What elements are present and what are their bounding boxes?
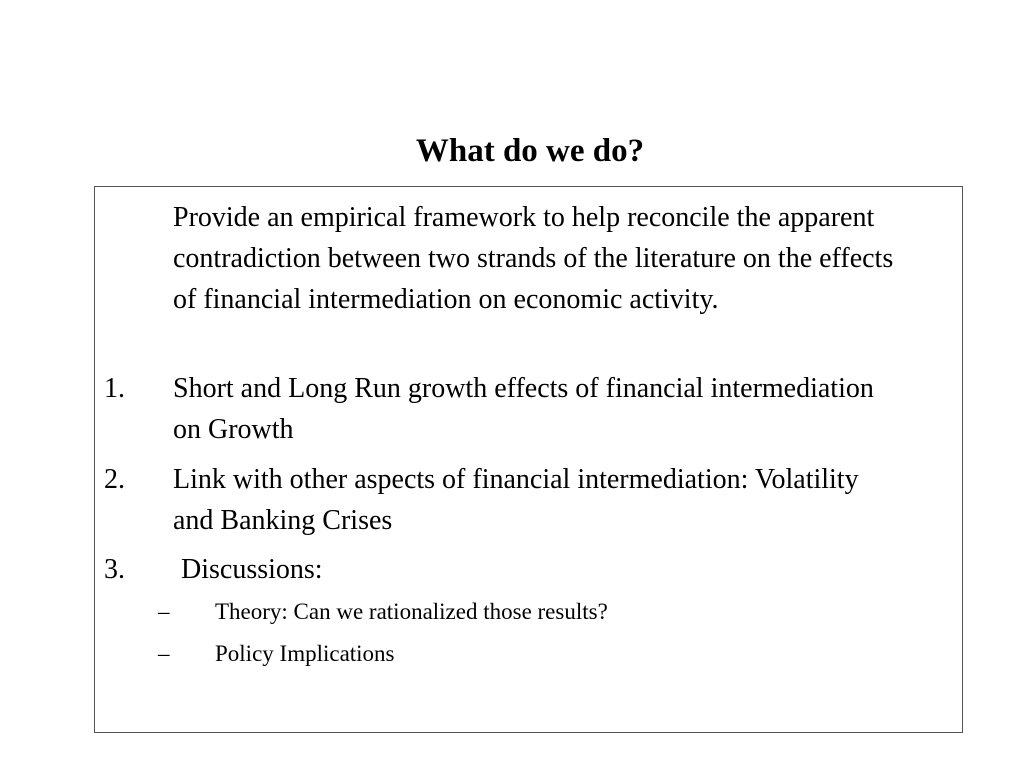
list-item xyxy=(95,459,955,541)
list-item-text: Short and Long Run growth effects of financial intermediation on Growth xyxy=(173,373,874,445)
list-item-number: 3. xyxy=(104,554,125,585)
list-item xyxy=(95,368,955,450)
sub-list-item-text: Policy Implications xyxy=(215,641,395,666)
intro-text: Provide an empirical framework to help reconcile the apparent contradiction between two strands of the literature on the effects of financial intermediation on economic activity. xyxy=(173,202,894,315)
dash-bullet: – xyxy=(158,641,170,666)
list-item-number: 1. xyxy=(104,373,125,404)
sub-list-item-text: Theory: Can we rationalized those results? xyxy=(215,599,608,624)
sub-list-item xyxy=(95,637,955,671)
list-item-text: Link with other aspects of financial intermediation: Volatility and Banking Crises xyxy=(173,464,859,536)
slide-title: What do we do? xyxy=(415,133,645,169)
list-item xyxy=(95,549,955,590)
intro-paragraph xyxy=(95,197,955,367)
content-box xyxy=(94,186,963,733)
list-item-text: Discussions: xyxy=(181,554,323,585)
list-item-number: 2. xyxy=(104,464,125,495)
sub-list-item xyxy=(95,595,955,629)
dash-bullet: – xyxy=(158,599,170,624)
